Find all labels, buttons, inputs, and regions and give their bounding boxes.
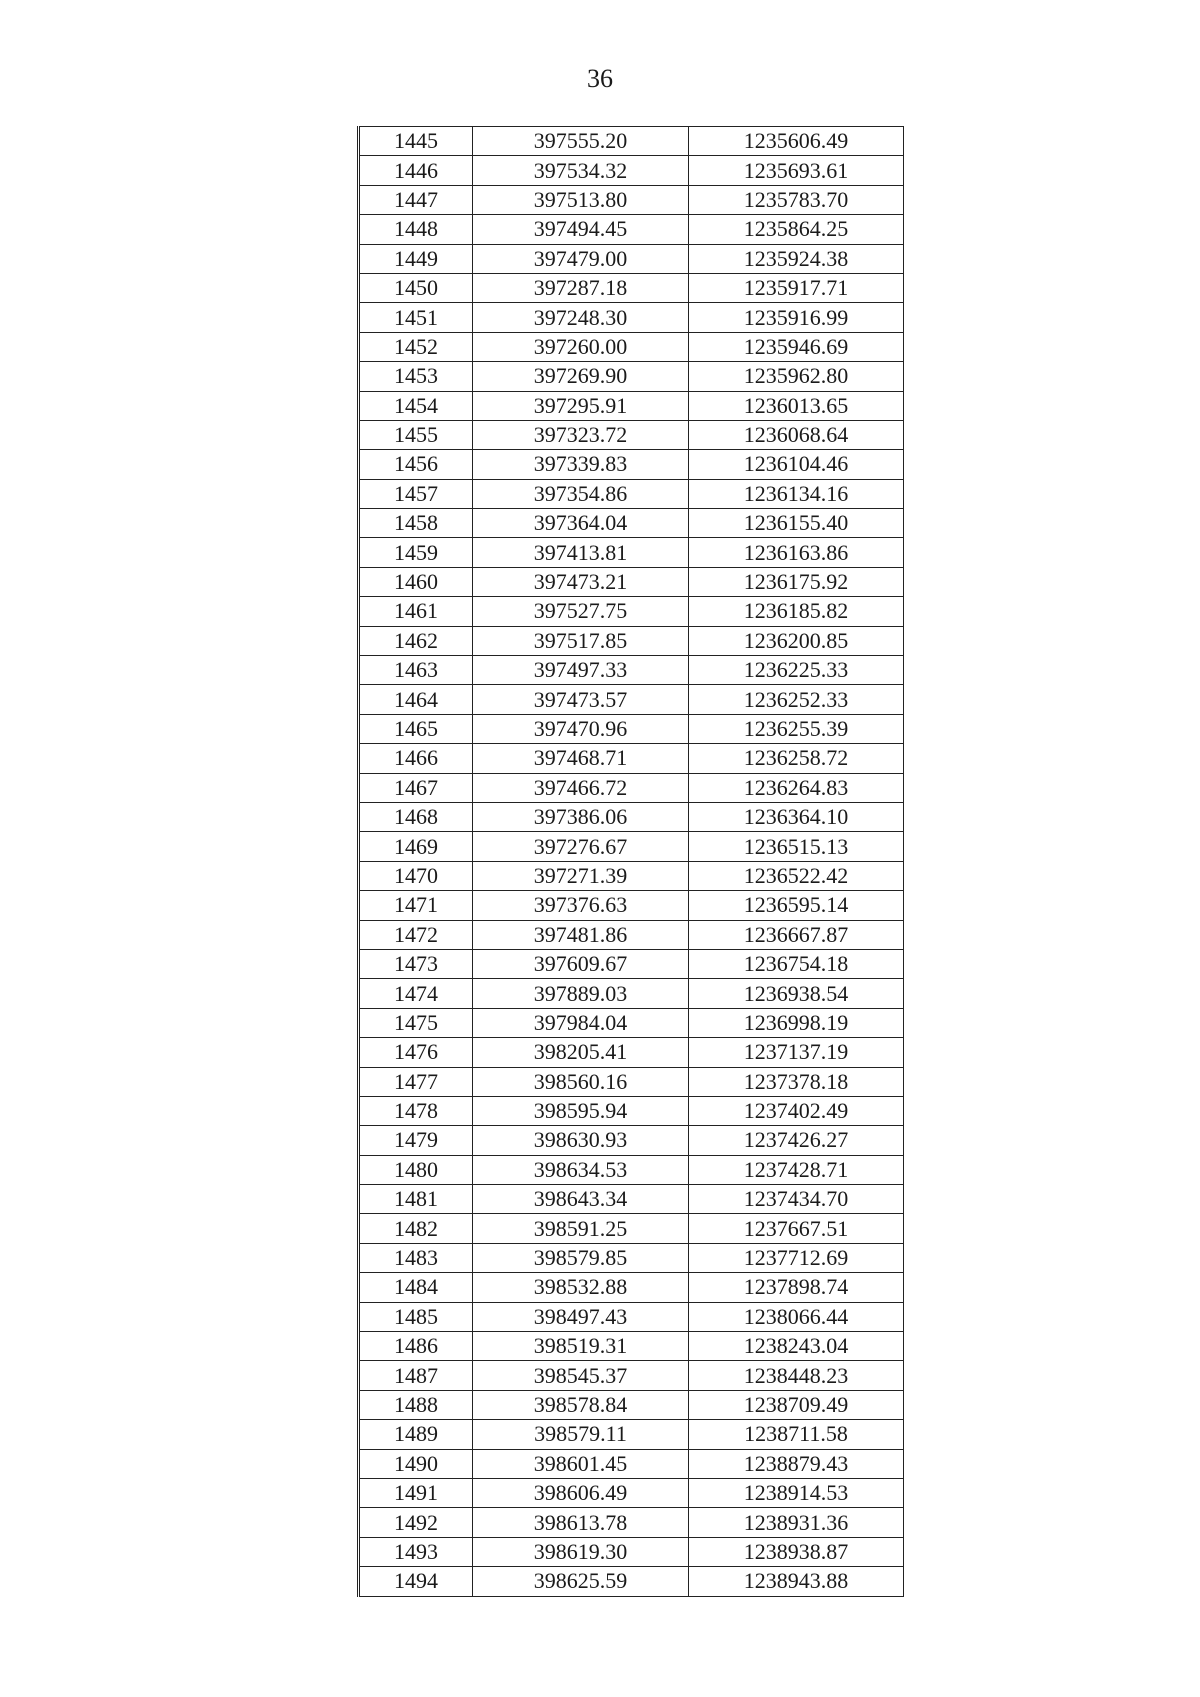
- table-row: [359, 1273, 904, 1302]
- point-number-cell: 1473: [359, 949, 473, 978]
- table-row: [359, 127, 904, 156]
- y-coordinate-cell: 1236255.39: [689, 714, 904, 743]
- point-number-cell: 1465: [359, 714, 473, 743]
- table-row: [359, 1508, 904, 1537]
- x-coordinate-cell: 397248.30: [473, 303, 689, 332]
- table-row: [359, 244, 904, 273]
- point-number-cell: 1460: [359, 567, 473, 596]
- table-row: [359, 362, 904, 391]
- table-row: [359, 979, 904, 1008]
- x-coordinate-cell: 398519.31: [473, 1332, 689, 1361]
- y-coordinate-cell: 1235916.99: [689, 303, 904, 332]
- y-coordinate-cell: 1235864.25: [689, 215, 904, 244]
- point-number-cell: 1470: [359, 861, 473, 890]
- x-coordinate-cell: 398578.84: [473, 1390, 689, 1419]
- point-number-cell: 1458: [359, 509, 473, 538]
- x-coordinate-cell: 397534.32: [473, 156, 689, 185]
- x-coordinate-cell: 398595.94: [473, 1096, 689, 1125]
- y-coordinate-cell: 1237667.51: [689, 1214, 904, 1243]
- table-row: [359, 685, 904, 714]
- x-coordinate-cell: 398625.59: [473, 1567, 689, 1596]
- y-coordinate-cell: 1235917.71: [689, 273, 904, 302]
- x-coordinate-cell: 397479.00: [473, 244, 689, 273]
- y-coordinate-cell: 1236013.65: [689, 391, 904, 420]
- point-number-cell: 1469: [359, 832, 473, 861]
- point-number-cell: 1478: [359, 1096, 473, 1125]
- x-coordinate-cell: 397494.45: [473, 215, 689, 244]
- y-coordinate-cell: 1237402.49: [689, 1096, 904, 1125]
- y-coordinate-cell: 1236134.16: [689, 479, 904, 508]
- table-row: [359, 861, 904, 890]
- y-coordinate-cell: 1236264.83: [689, 773, 904, 802]
- point-number-cell: 1484: [359, 1273, 473, 1302]
- x-coordinate-cell: 397473.57: [473, 685, 689, 714]
- table-row: [359, 332, 904, 361]
- x-coordinate-cell: 397271.39: [473, 861, 689, 890]
- y-coordinate-cell: 1238943.88: [689, 1567, 904, 1596]
- table-row: [359, 802, 904, 831]
- x-coordinate-cell: 397497.33: [473, 656, 689, 685]
- y-coordinate-cell: 1235606.49: [689, 127, 904, 156]
- table-row: [359, 1243, 904, 1272]
- y-coordinate-cell: 1236252.33: [689, 685, 904, 714]
- point-number-cell: 1488: [359, 1390, 473, 1419]
- y-coordinate-cell: 1236595.14: [689, 891, 904, 920]
- y-coordinate-cell: 1235783.70: [689, 185, 904, 214]
- point-number-cell: 1485: [359, 1302, 473, 1331]
- table-row: [359, 744, 904, 773]
- table-row: [359, 509, 904, 538]
- point-number-cell: 1489: [359, 1420, 473, 1449]
- table-row: [359, 1185, 904, 1214]
- x-coordinate-cell: 398619.30: [473, 1537, 689, 1566]
- point-number-cell: 1445: [359, 127, 473, 156]
- x-coordinate-cell: 397260.00: [473, 332, 689, 361]
- x-coordinate-cell: 398497.43: [473, 1302, 689, 1331]
- x-coordinate-cell: 397527.75: [473, 597, 689, 626]
- point-number-cell: 1450: [359, 273, 473, 302]
- point-number-cell: 1462: [359, 626, 473, 655]
- point-number-cell: 1480: [359, 1155, 473, 1184]
- page-number: 36: [587, 64, 613, 93]
- table-row: [359, 479, 904, 508]
- table-row: [359, 656, 904, 685]
- x-coordinate-cell: 397276.67: [473, 832, 689, 861]
- y-coordinate-cell: 1236175.92: [689, 567, 904, 596]
- x-coordinate-cell: 397889.03: [473, 979, 689, 1008]
- coordinate-table-body: [359, 127, 904, 1597]
- y-coordinate-cell: 1236522.42: [689, 861, 904, 890]
- x-coordinate-cell: 397269.90: [473, 362, 689, 391]
- x-coordinate-cell: 397376.63: [473, 891, 689, 920]
- point-number-cell: 1492: [359, 1508, 473, 1537]
- x-coordinate-cell: 398579.85: [473, 1243, 689, 1272]
- y-coordinate-cell: 1235924.38: [689, 244, 904, 273]
- point-number-cell: 1471: [359, 891, 473, 920]
- table-row: [359, 1567, 904, 1596]
- table-row: [359, 597, 904, 626]
- y-coordinate-cell: 1238709.49: [689, 1390, 904, 1419]
- y-coordinate-cell: 1237378.18: [689, 1067, 904, 1096]
- y-coordinate-cell: 1236200.85: [689, 626, 904, 655]
- point-number-cell: 1483: [359, 1243, 473, 1272]
- table-row: [359, 1096, 904, 1125]
- x-coordinate-cell: 397517.85: [473, 626, 689, 655]
- table-row: [359, 1390, 904, 1419]
- point-number-cell: 1451: [359, 303, 473, 332]
- table-row: [359, 920, 904, 949]
- table-row: [359, 391, 904, 420]
- table-row: [359, 773, 904, 802]
- table-row: [359, 891, 904, 920]
- table-row: [359, 1038, 904, 1067]
- point-number-cell: 1475: [359, 1008, 473, 1037]
- x-coordinate-cell: 397481.86: [473, 920, 689, 949]
- x-coordinate-cell: 398532.88: [473, 1273, 689, 1302]
- point-number-cell: 1468: [359, 802, 473, 831]
- table-row: [359, 303, 904, 332]
- x-coordinate-cell: 397364.04: [473, 509, 689, 538]
- point-number-cell: 1448: [359, 215, 473, 244]
- y-coordinate-cell: 1236068.64: [689, 420, 904, 449]
- y-coordinate-cell: 1238931.36: [689, 1508, 904, 1537]
- table-row: [359, 714, 904, 743]
- point-number-cell: 1467: [359, 773, 473, 802]
- y-coordinate-cell: 1237712.69: [689, 1243, 904, 1272]
- point-number-cell: 1482: [359, 1214, 473, 1243]
- point-number-cell: 1453: [359, 362, 473, 391]
- y-coordinate-cell: 1238879.43: [689, 1449, 904, 1478]
- table-row: [359, 1126, 904, 1155]
- x-coordinate-cell: 397413.81: [473, 538, 689, 567]
- x-coordinate-cell: 397466.72: [473, 773, 689, 802]
- table-row: [359, 1067, 904, 1096]
- table-row: [359, 156, 904, 185]
- point-number-cell: 1466: [359, 744, 473, 773]
- point-number-cell: 1454: [359, 391, 473, 420]
- table-row: [359, 1420, 904, 1449]
- x-coordinate-cell: 398560.16: [473, 1067, 689, 1096]
- y-coordinate-cell: 1237898.74: [689, 1273, 904, 1302]
- y-coordinate-cell: 1236515.13: [689, 832, 904, 861]
- y-coordinate-cell: 1238243.04: [689, 1332, 904, 1361]
- x-coordinate-cell: 398591.25: [473, 1214, 689, 1243]
- table-row: [359, 420, 904, 449]
- table-row: [359, 215, 904, 244]
- y-coordinate-cell: 1238448.23: [689, 1361, 904, 1390]
- y-coordinate-cell: 1236938.54: [689, 979, 904, 1008]
- table-row: [359, 832, 904, 861]
- y-coordinate-cell: 1236998.19: [689, 1008, 904, 1037]
- y-coordinate-cell: 1236104.46: [689, 450, 904, 479]
- x-coordinate-cell: 397323.72: [473, 420, 689, 449]
- point-number-cell: 1493: [359, 1537, 473, 1566]
- x-coordinate-cell: 397473.21: [473, 567, 689, 596]
- y-coordinate-cell: 1237137.19: [689, 1038, 904, 1067]
- table-row: [359, 1155, 904, 1184]
- x-coordinate-cell: 397468.71: [473, 744, 689, 773]
- x-coordinate-cell: 397287.18: [473, 273, 689, 302]
- point-number-cell: 1472: [359, 920, 473, 949]
- table-row: [359, 1537, 904, 1566]
- y-coordinate-cell: 1238914.53: [689, 1478, 904, 1507]
- point-number-cell: 1486: [359, 1332, 473, 1361]
- point-number-cell: 1464: [359, 685, 473, 714]
- table-row: [359, 185, 904, 214]
- point-number-cell: 1477: [359, 1067, 473, 1096]
- table-row: [359, 567, 904, 596]
- point-number-cell: 1463: [359, 656, 473, 685]
- y-coordinate-cell: 1237428.71: [689, 1155, 904, 1184]
- table-row: [359, 538, 904, 567]
- x-coordinate-cell: 397470.96: [473, 714, 689, 743]
- point-number-cell: 1455: [359, 420, 473, 449]
- y-coordinate-cell: 1236754.18: [689, 949, 904, 978]
- point-number-cell: 1446: [359, 156, 473, 185]
- x-coordinate-cell: 397984.04: [473, 1008, 689, 1037]
- table-row: [359, 273, 904, 302]
- y-coordinate-cell: 1236667.87: [689, 920, 904, 949]
- point-number-cell: 1474: [359, 979, 473, 1008]
- x-coordinate-cell: 397555.20: [473, 127, 689, 156]
- x-coordinate-cell: 397339.83: [473, 450, 689, 479]
- y-coordinate-cell: 1238938.87: [689, 1537, 904, 1566]
- x-coordinate-cell: 398630.93: [473, 1126, 689, 1155]
- point-number-cell: 1452: [359, 332, 473, 361]
- y-coordinate-cell: 1238711.58: [689, 1420, 904, 1449]
- coordinate-table: [357, 126, 904, 1597]
- table-row: [359, 1332, 904, 1361]
- point-number-cell: 1456: [359, 450, 473, 479]
- point-number-cell: 1487: [359, 1361, 473, 1390]
- table-row: [359, 626, 904, 655]
- y-coordinate-cell: 1237434.70: [689, 1185, 904, 1214]
- y-coordinate-cell: 1235946.69: [689, 332, 904, 361]
- y-coordinate-cell: 1236185.82: [689, 597, 904, 626]
- y-coordinate-cell: 1236155.40: [689, 509, 904, 538]
- x-coordinate-cell: 398545.37: [473, 1361, 689, 1390]
- point-number-cell: 1479: [359, 1126, 473, 1155]
- y-coordinate-cell: 1236364.10: [689, 802, 904, 831]
- point-number-cell: 1490: [359, 1449, 473, 1478]
- point-number-cell: 1494: [359, 1567, 473, 1596]
- table-row: [359, 1214, 904, 1243]
- y-coordinate-cell: 1237426.27: [689, 1126, 904, 1155]
- point-number-cell: 1447: [359, 185, 473, 214]
- x-coordinate-cell: 398601.45: [473, 1449, 689, 1478]
- y-coordinate-cell: 1236163.86: [689, 538, 904, 567]
- y-coordinate-cell: 1235693.61: [689, 156, 904, 185]
- table-row: [359, 1478, 904, 1507]
- point-number-cell: 1459: [359, 538, 473, 567]
- y-coordinate-cell: 1236225.33: [689, 656, 904, 685]
- x-coordinate-cell: 397386.06: [473, 802, 689, 831]
- x-coordinate-cell: 397354.86: [473, 479, 689, 508]
- x-coordinate-cell: 397295.91: [473, 391, 689, 420]
- point-number-cell: 1449: [359, 244, 473, 273]
- y-coordinate-cell: 1236258.72: [689, 744, 904, 773]
- x-coordinate-cell: 398613.78: [473, 1508, 689, 1537]
- y-coordinate-cell: 1238066.44: [689, 1302, 904, 1331]
- x-coordinate-cell: 398205.41: [473, 1038, 689, 1067]
- point-number-cell: 1461: [359, 597, 473, 626]
- point-number-cell: 1457: [359, 479, 473, 508]
- point-number-cell: 1476: [359, 1038, 473, 1067]
- x-coordinate-cell: 398634.53: [473, 1155, 689, 1184]
- x-coordinate-cell: 398606.49: [473, 1478, 689, 1507]
- y-coordinate-cell: 1235962.80: [689, 362, 904, 391]
- x-coordinate-cell: 397513.80: [473, 185, 689, 214]
- table-row: [359, 1302, 904, 1331]
- point-number-cell: 1481: [359, 1185, 473, 1214]
- table-row: [359, 1008, 904, 1037]
- x-coordinate-cell: 398579.11: [473, 1420, 689, 1449]
- table-row: [359, 450, 904, 479]
- table-row: [359, 1361, 904, 1390]
- table-row: [359, 949, 904, 978]
- x-coordinate-cell: 397609.67: [473, 949, 689, 978]
- point-number-cell: 1491: [359, 1478, 473, 1507]
- x-coordinate-cell: 398643.34: [473, 1185, 689, 1214]
- table-row: [359, 1449, 904, 1478]
